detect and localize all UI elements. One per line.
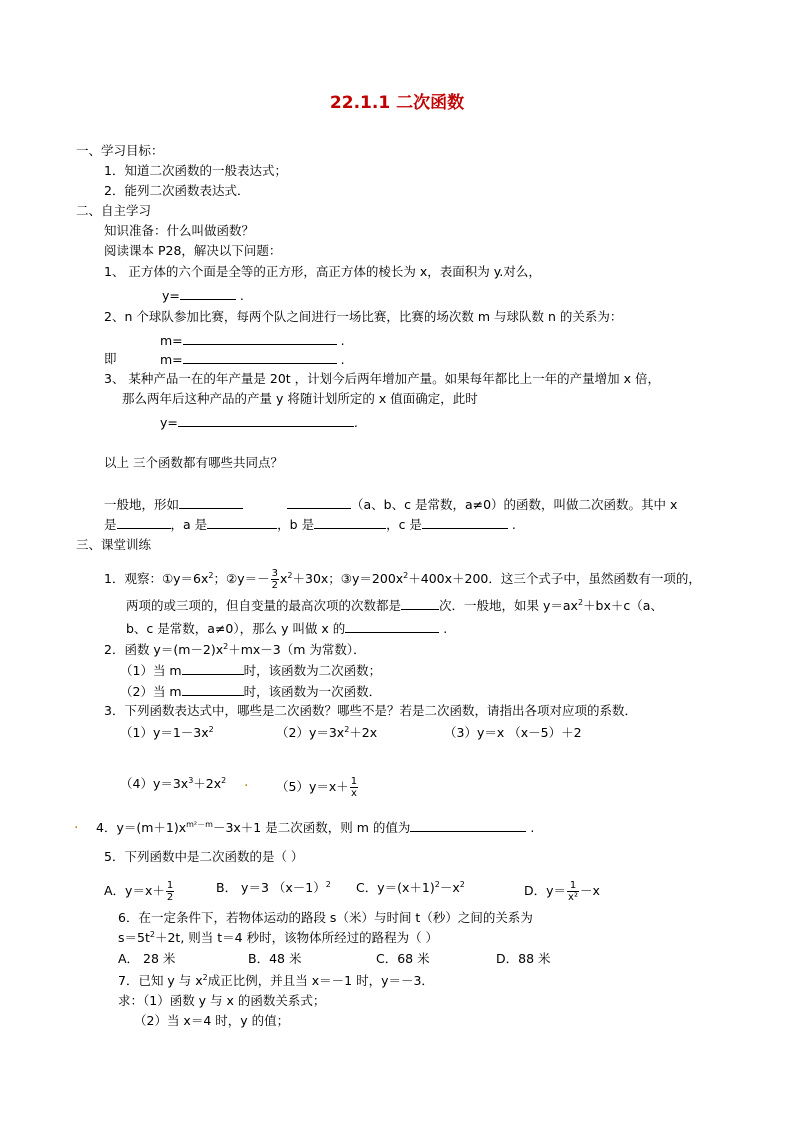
practice-7-line-3: （2）当 x＝4 时，y 的值； — [134, 1013, 290, 1028]
practice-2 — [104, 642, 366, 658]
gen-text-f: ，c 是 — [386, 517, 422, 532]
p4-text-a: 4．y＝(m＋1)x — [96, 820, 187, 835]
general-definition-line-1 — [104, 496, 677, 513]
q2-answer-line-2: m= . — [160, 352, 345, 367]
p1-frac-den: 2 — [271, 580, 278, 591]
p3-option-4 — [120, 776, 226, 792]
p5d-text-b: －x — [579, 883, 600, 898]
p5b-sup: 2 — [325, 880, 331, 889]
question-2: 2、n 个球队参加比赛，每两个队之间进行一场比赛，比赛的场次数 m 与球队数 n 的关系为： — [104, 309, 623, 324]
q2-m-label-2: m= — [160, 352, 183, 367]
p1-text-b: ；②y＝－ — [213, 571, 270, 586]
practice-5: 5．下列函数中是二次函数的是（ ） — [104, 849, 304, 864]
q2-blank-2[interactable] — [183, 351, 337, 364]
p1-line2-a: 两项的或三项的，但自变量的最高次项的次数都是 — [126, 598, 402, 613]
p5d-den: x² — [568, 892, 578, 903]
p2-2-text-b: 时，该函数为一次函数． — [243, 684, 382, 699]
p2-blank-1[interactable] — [182, 662, 244, 675]
q3-y-label: y= — [160, 415, 178, 430]
p4-blank[interactable] — [410, 819, 526, 832]
reading-instruction: 阅读课本 P28，解决以下问题： — [104, 243, 282, 258]
p6-sup: 2 — [149, 930, 155, 939]
question-1: 1、 正方体的六个面是全等的正方形，高正方体的棱长为 x，表面积为 y.对么， — [104, 264, 541, 279]
p5d-text: D．y＝ — [524, 883, 567, 898]
p4-text-b: －3x＋1 是二次函数，则 m 的值为 — [212, 820, 411, 835]
q3-blank[interactable] — [178, 414, 354, 427]
q3-answer-line: y= . — [160, 415, 358, 430]
p3-1-text: （1）y＝1－3x — [120, 725, 209, 740]
p1-line3-a: b、c 是常数，a≠0），那么 y 叫做 x 的 — [126, 621, 346, 636]
p3-4-sup-1: 3 — [188, 776, 194, 785]
gen-blank-2[interactable] — [287, 496, 351, 509]
practice-1-line-1 — [104, 568, 701, 591]
p2-1-text-a: （1）当 m — [120, 663, 182, 678]
page-title: 22.1.1 二次函数 — [329, 93, 465, 113]
p3-4-sup-2: 2 — [221, 776, 227, 785]
gen-text-a: 一般地，形如 — [104, 497, 180, 512]
p3-4-text: （4）y＝3x — [120, 776, 189, 791]
p1-fraction — [271, 568, 279, 591]
gen-text-e: ，b 是 — [277, 517, 315, 532]
p2-text-a: 2．函数 y＝(m－2)x — [104, 642, 224, 657]
p3-option-3: （3）y＝x （x－5）＋2 — [444, 725, 582, 740]
decorative-dot: . — [244, 774, 249, 790]
p1-sup-1: 2 — [208, 571, 214, 580]
p3-option-1 — [120, 725, 214, 741]
question-3-line-2: 那么两年后这种产品的产量 y 将随计划所定的 x 值面确定，此时 — [122, 391, 478, 406]
p5c-text: C．y＝(x＋1) — [356, 880, 435, 895]
p5c-text-b: －x — [439, 880, 460, 895]
p3-5-den: x — [350, 788, 357, 799]
p3-5-fraction — [350, 776, 358, 799]
p7-text-b: 成正比例，并且当 x＝－1 时，y＝－3． — [207, 973, 434, 988]
gen-text-c: 是 — [104, 517, 117, 532]
general-definition-line-2: 是 ，a 是 ，b 是 ，c 是 . — [104, 517, 516, 532]
section-2-heading: 二、自主学习 — [76, 203, 152, 218]
p5-option-c — [356, 880, 465, 896]
p5a-num: 1 — [166, 880, 174, 891]
practice-1-line-3: b、c 是常数，a≠0），那么 y 叫做 x 的 . — [126, 621, 448, 636]
practice-3: 3．下列函数表达式中，哪些是二次函数？哪些不是？若是二次函数，请指出各项对应项的系数． — [104, 703, 637, 718]
p3-5-text: （5）y＝x＋ — [276, 779, 349, 794]
p5c-sup-2: 2 — [459, 880, 465, 889]
practice-4: 4．$y=(m+1)x^{m^2-m}-3x+1$ 是二次函数，则 m 的值为 . — [96, 820, 535, 835]
gen-blank-c[interactable] — [422, 516, 508, 529]
p1-text-c: x — [280, 571, 288, 586]
knowledge-prep: 知识准备：什么叫做函数？ — [104, 223, 255, 238]
p3-option-5 — [276, 776, 359, 799]
q2-ji-label: 即 — [104, 351, 117, 366]
p1-blank-name[interactable] — [345, 620, 439, 633]
p6-text-b: s＝5t — [118, 930, 150, 945]
gen-text-b: （a、b、c 是常数，a≠0）的函数，叫做二次函数。其中 x — [351, 497, 678, 512]
p6-option-a: A． 28 米 — [118, 951, 176, 966]
p1-sup-3: 2 — [403, 571, 409, 580]
gen-blank-b[interactable] — [314, 516, 386, 529]
p5-option-a — [104, 880, 175, 903]
p1-blank-degree[interactable] — [401, 597, 439, 610]
common-points-question: 以上 三个函数都有哪些共同点？ — [104, 455, 283, 470]
question-3-line-1: 3、 某种产品一在的年产量是 20t ，计划今后两年增加产量。如果每年都比上一年的产量增加 x 倍， — [104, 371, 661, 386]
p5b-text: B． y＝3 （x－1） — [216, 880, 326, 895]
q1-blank[interactable] — [180, 287, 236, 300]
p2-2-text-a: （2）当 m — [120, 684, 182, 699]
goal-2: 2．能列二次函数表达式． — [104, 183, 250, 198]
p3-option-2 — [276, 725, 377, 741]
p2-1-text-b: 时，该函数为二次函数； — [243, 663, 382, 678]
p5a-den: 2 — [166, 892, 174, 903]
p5-option-d — [524, 880, 600, 903]
decorative-dot-2: . — [74, 816, 79, 832]
p6-option-b: B．48 米 — [248, 951, 302, 966]
gen-text-d: ，a 是 — [170, 517, 208, 532]
practice-2-part-1 — [120, 662, 381, 679]
section-3-heading: 三、课堂训练 — [76, 537, 152, 552]
p3-2-sup: 2 — [344, 725, 350, 734]
q1-answer-line: y= . — [162, 288, 244, 303]
p3-4-text-b: ＋2x — [193, 776, 222, 791]
p1-sup-4: 2 — [577, 598, 584, 607]
practice-2-part-2 — [120, 683, 381, 700]
p1-line2-b: 次．一般地，如果 y＝ax — [439, 598, 578, 613]
gen-blank-x[interactable] — [117, 516, 171, 529]
p2-sup: 2 — [223, 642, 229, 651]
p3-5-num: 1 — [350, 776, 358, 787]
p5d-fraction — [567, 880, 579, 903]
practice-1-line-2 — [126, 597, 663, 614]
p6-text-c: ＋2t, 则当 t＝4 秒时，该物体所经过的路程为（ ） — [154, 930, 439, 945]
q2-blank-1[interactable] — [183, 332, 337, 345]
p1-text-e: ＋400x＋200．这三个式子中，虽然函数有一项的， — [408, 571, 701, 586]
p5d-num: 1 — [567, 880, 579, 892]
p5c-sup-1: 2 — [434, 880, 440, 889]
p5-option-b — [216, 880, 331, 896]
p5a-fraction — [166, 880, 174, 903]
practice-7-line-1 — [118, 973, 434, 989]
p3-2-text: （2）y＝3x — [276, 725, 345, 740]
p3-1-sup: 2 — [208, 725, 214, 734]
p6-option-c: C．68 米 — [376, 951, 430, 966]
practice-6-line-2 — [118, 930, 438, 946]
p3-2-text-b: ＋2x — [349, 725, 378, 740]
goal-1: 1．知道二次函数的一般表达式； — [104, 163, 287, 178]
gen-blank-1[interactable] — [179, 496, 243, 509]
q2-answer-line-1: m= . — [160, 333, 345, 348]
p4-exponent: m²－m — [186, 820, 213, 829]
p2-text-b: ＋mx－3（m 为常数）． — [228, 642, 366, 657]
gen-blank-a[interactable] — [207, 516, 277, 529]
p2-blank-2[interactable] — [182, 683, 244, 696]
p1-text-a: 1．观察：①y＝6x — [104, 571, 209, 586]
section-1-heading: 一、学习目标： — [76, 143, 164, 158]
p7-sup: 2 — [202, 973, 208, 982]
p6-option-d: D．88 米 — [496, 951, 551, 966]
practice-7-line-2: 求：（1）函数 y 与 x 的函数关系式； — [118, 993, 326, 1008]
p1-line2-c: ＋bx＋c（a、 — [583, 598, 663, 613]
practice-6-line-1: 6．在一定条件下，若物体运动的路段 s（米）与时间 t（秒）之间的关系为 — [118, 910, 533, 925]
p5a-text: A．y＝x＋ — [104, 883, 165, 898]
q1-y-label: y= — [162, 288, 180, 303]
p7-text-a: 7．已知 y 与 x — [118, 973, 203, 988]
p1-sup-2: 2 — [287, 571, 293, 580]
p1-text-d: ＋30x；③y＝200x — [292, 571, 404, 586]
p1-frac-num: 3 — [271, 568, 278, 579]
q2-m-label: m= — [160, 333, 183, 348]
